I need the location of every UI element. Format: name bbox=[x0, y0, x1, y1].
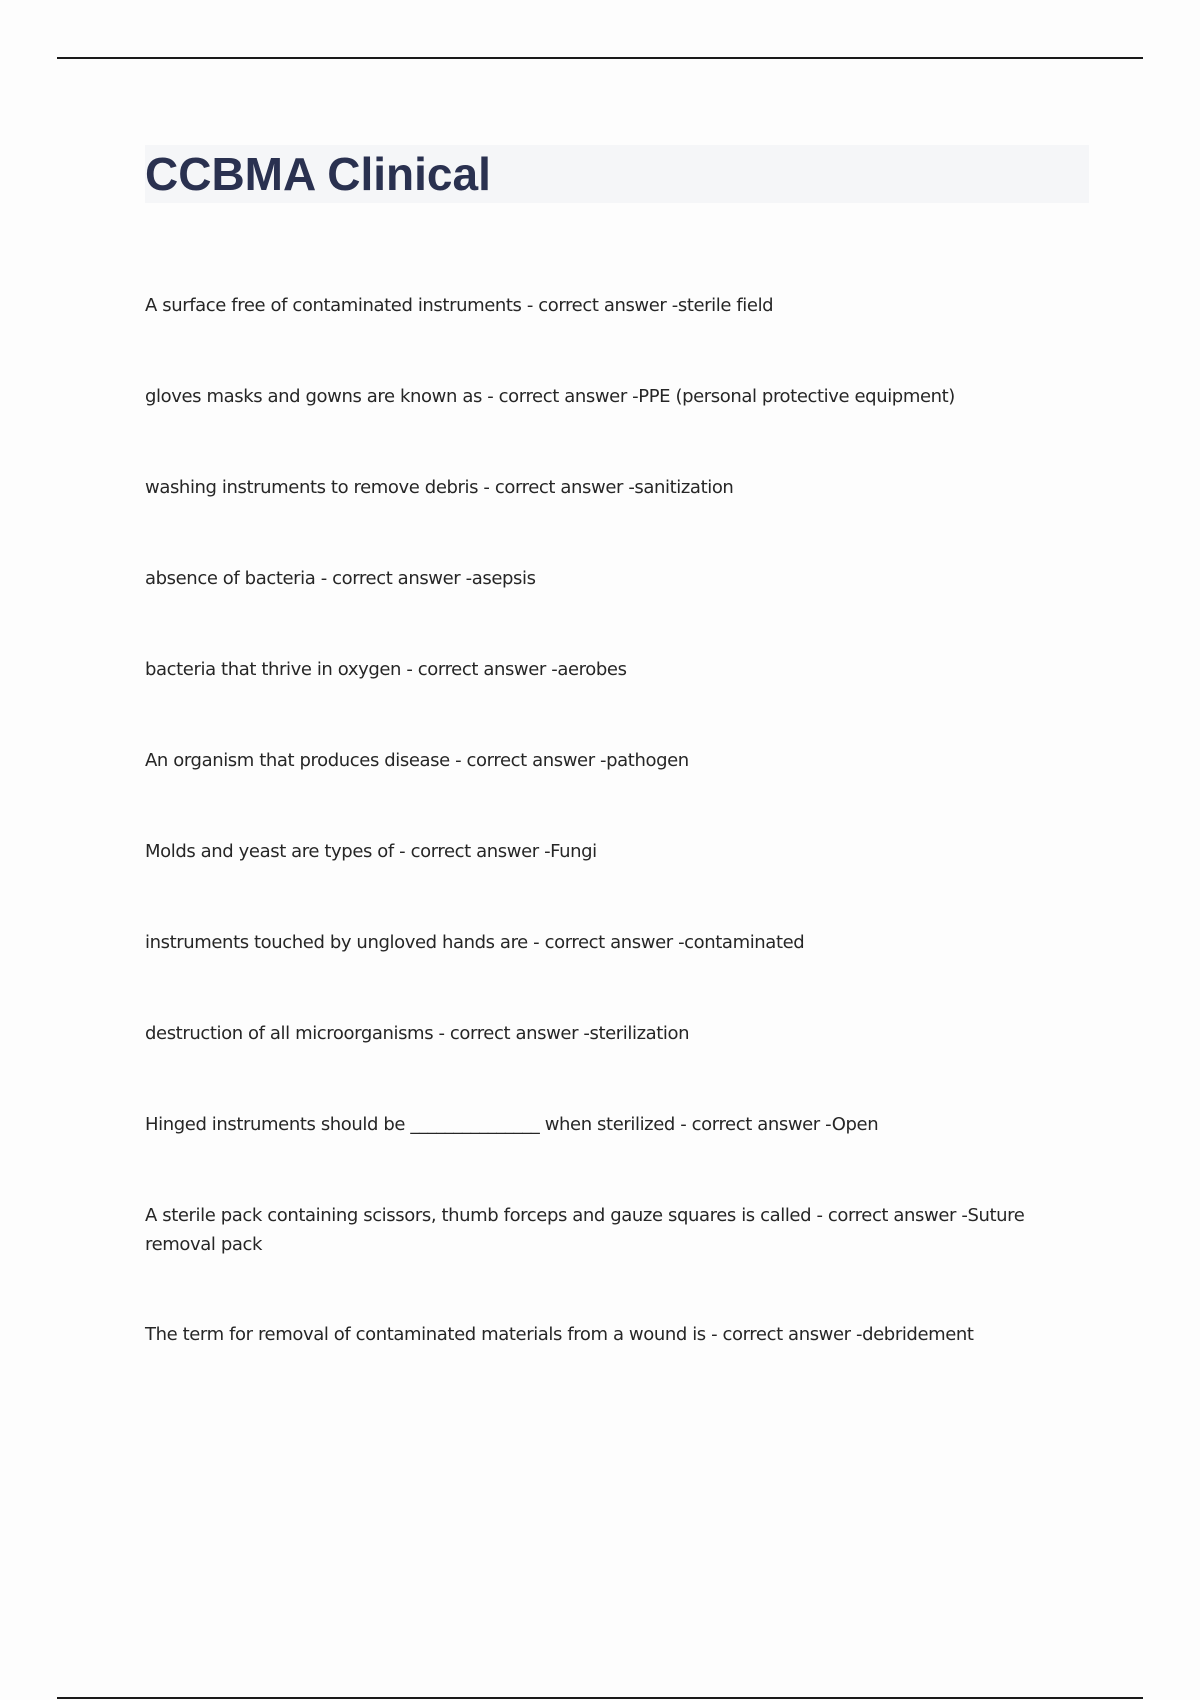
bottom-rule bbox=[57, 1697, 1143, 1699]
qa-item bbox=[145, 1201, 1085, 1259]
qa-item bbox=[145, 1110, 1085, 1139]
qa-item-text: The term for removal of contaminated materials from a wound is - correct answer -debridement bbox=[145, 1324, 974, 1345]
qa-item bbox=[145, 291, 1085, 320]
qa-item-text: A surface free of contaminated instruments - correct answer -sterile field bbox=[145, 295, 774, 316]
title-banner bbox=[145, 145, 1089, 203]
qa-item bbox=[145, 928, 1085, 957]
page-title: CCBMA Clinical bbox=[145, 148, 491, 200]
qa-item-text: bacteria that thrive in oxygen - correct answer -aerobes bbox=[145, 659, 627, 680]
qa-item-text: An organism that produces disease - correct answer -pathogen bbox=[145, 750, 689, 771]
qa-item-text: Hinged instruments should be _______________ when sterilized - correct answer -Open bbox=[145, 1114, 879, 1135]
qa-item-text: absence of bacteria - correct answer -asepsis bbox=[145, 568, 536, 589]
qa-item-text: washing instruments to remove debris - correct answer -sanitization bbox=[145, 477, 734, 498]
qa-item-text: destruction of all microorganisms - correct answer -sterilization bbox=[145, 1023, 690, 1044]
qa-item bbox=[145, 837, 1085, 866]
qa-item bbox=[145, 382, 1085, 411]
qa-item bbox=[145, 473, 1085, 502]
qa-item bbox=[145, 564, 1085, 593]
qa-item bbox=[145, 1320, 1085, 1349]
qa-item bbox=[145, 746, 1085, 775]
qa-item-text: gloves masks and gowns are known as - correct answer -PPE (personal protective equipment) bbox=[145, 386, 955, 407]
top-rule bbox=[57, 57, 1143, 59]
qa-item-text: A sterile pack containing scissors, thumb forceps and gauze squares is called - correct answer -Suture removal pack bbox=[145, 1205, 1025, 1255]
qa-item-text: Molds and yeast are types of - correct answer -Fungi bbox=[145, 841, 597, 862]
qa-item bbox=[145, 655, 1085, 684]
qa-item-text: instruments touched by ungloved hands are - correct answer -contaminated bbox=[145, 932, 805, 953]
qa-item bbox=[145, 1019, 1085, 1048]
